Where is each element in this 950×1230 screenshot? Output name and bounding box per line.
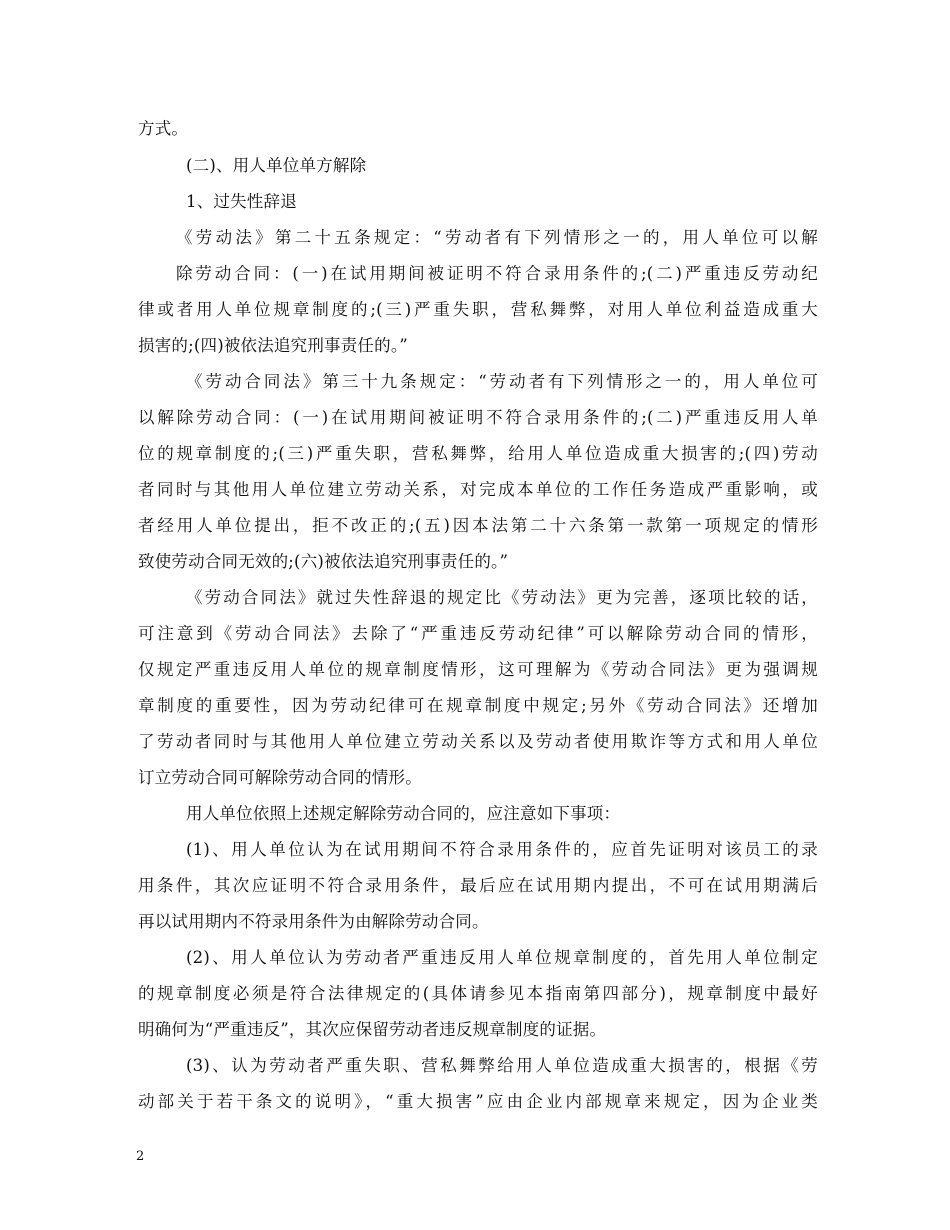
text-line: 以解除劳动合同：(一)在试用期间被证明不符合录用条件的;(二)严重违反用人单 [138,408,818,427]
list-item: (2)、用人单位认为劳动者严重违反用人单位规章制度的，首先用人单位制定 [186,948,818,967]
text-line: 位的规章制度的;(三)严重失职，营私舞弊，给用人单位造成重大损害的;(四)劳动 [138,444,818,463]
text-line: 用条件，其次应证明不符合录用条件，最后应在试用期内提出，不可在试用期满后 [138,876,818,895]
text-line: 动部关于若干条文的说明》，“重大损害”应由企业内部规章来规定，因为企业类 [138,1092,818,1111]
text-line: 用人单位依照上述规定解除劳动合同的，应注意如下事项： [186,804,621,823]
page-number: 2 [136,1149,145,1164]
subsection-heading: 1、过失性辞退 [186,192,297,211]
list-item: (3)、认为劳动者严重失职、营私舞弊给用人单位造成重大损害的，根据《劳 [186,1056,818,1075]
text-line: 订立劳动合同可解除劳动合同的情形。 [138,768,422,787]
text-line: 《劳动合同法》就过失性辞退的规定比《劳动法》更为完善，逐项比较的话， [186,588,818,607]
text-line: 者经用人单位提出，拒不改正的;(五)因本法第二十六条第一款第一项规定的情形 [138,516,818,535]
text-line: 方式。 [138,119,189,138]
text-line: 者同时与其他用人单位建立劳动关系，对完成本单位的工作任务造成严重影响，或 [138,480,818,499]
text-line: 的规章制度必须是符合法律规定的(具体请参见本指南第四部分)，规章制度中最好 [138,984,818,1003]
text-line: 除劳动合同：(一)在试用期间被证明不符合录用条件的;(二)严重违反劳动纪 [176,264,818,283]
section-heading: (二)、用人单位单方解除 [186,156,367,175]
text-line: 致使劳动合同无效的;(六)被依法追究刑事责任的。” [138,552,509,571]
text-line: 《劳动法》第二十五条规定：“劳动者有下列情形之一的，用人单位可以解 [176,228,818,247]
text-line: 再以试用期内不符录用条件为由解除劳动合同。 [138,912,489,931]
text-line: 明确何为“严重违反”，其次应保留劳动者违反规章制度的证据。 [138,1020,607,1039]
text-line: 了劳动者同时与其他用人单位建立劳动关系以及劳动者使用欺诈等方式和用人单位 [138,732,818,751]
text-line: 损害的;(四)被依法追究刑事责任的。” [138,336,408,355]
text-line: 仅规定严重违反用人单位的规章制度情形，这可理解为《劳动合同法》更为强调规 [138,660,818,679]
text-line: 《劳动合同法》第三十九条规定：“劳动者有下列情形之一的，用人单位可 [186,372,818,391]
text-line: 章制度的重要性，因为劳动纪律可在规章制度中规定;另外《劳动合同法》还增加 [138,696,818,715]
text-line: 律或者用人单位规章制度的;(三)严重失职，营私舞弊，对用人单位利益造成重大 [138,300,818,319]
list-item: (1)、用人单位认为在试用期间不符合录用条件的，应首先证明对该员工的录 [186,840,818,859]
text-line: 可注意到《劳动合同法》去除了“严重违反劳动纪律”可以解除劳动合同的情形， [138,624,818,643]
